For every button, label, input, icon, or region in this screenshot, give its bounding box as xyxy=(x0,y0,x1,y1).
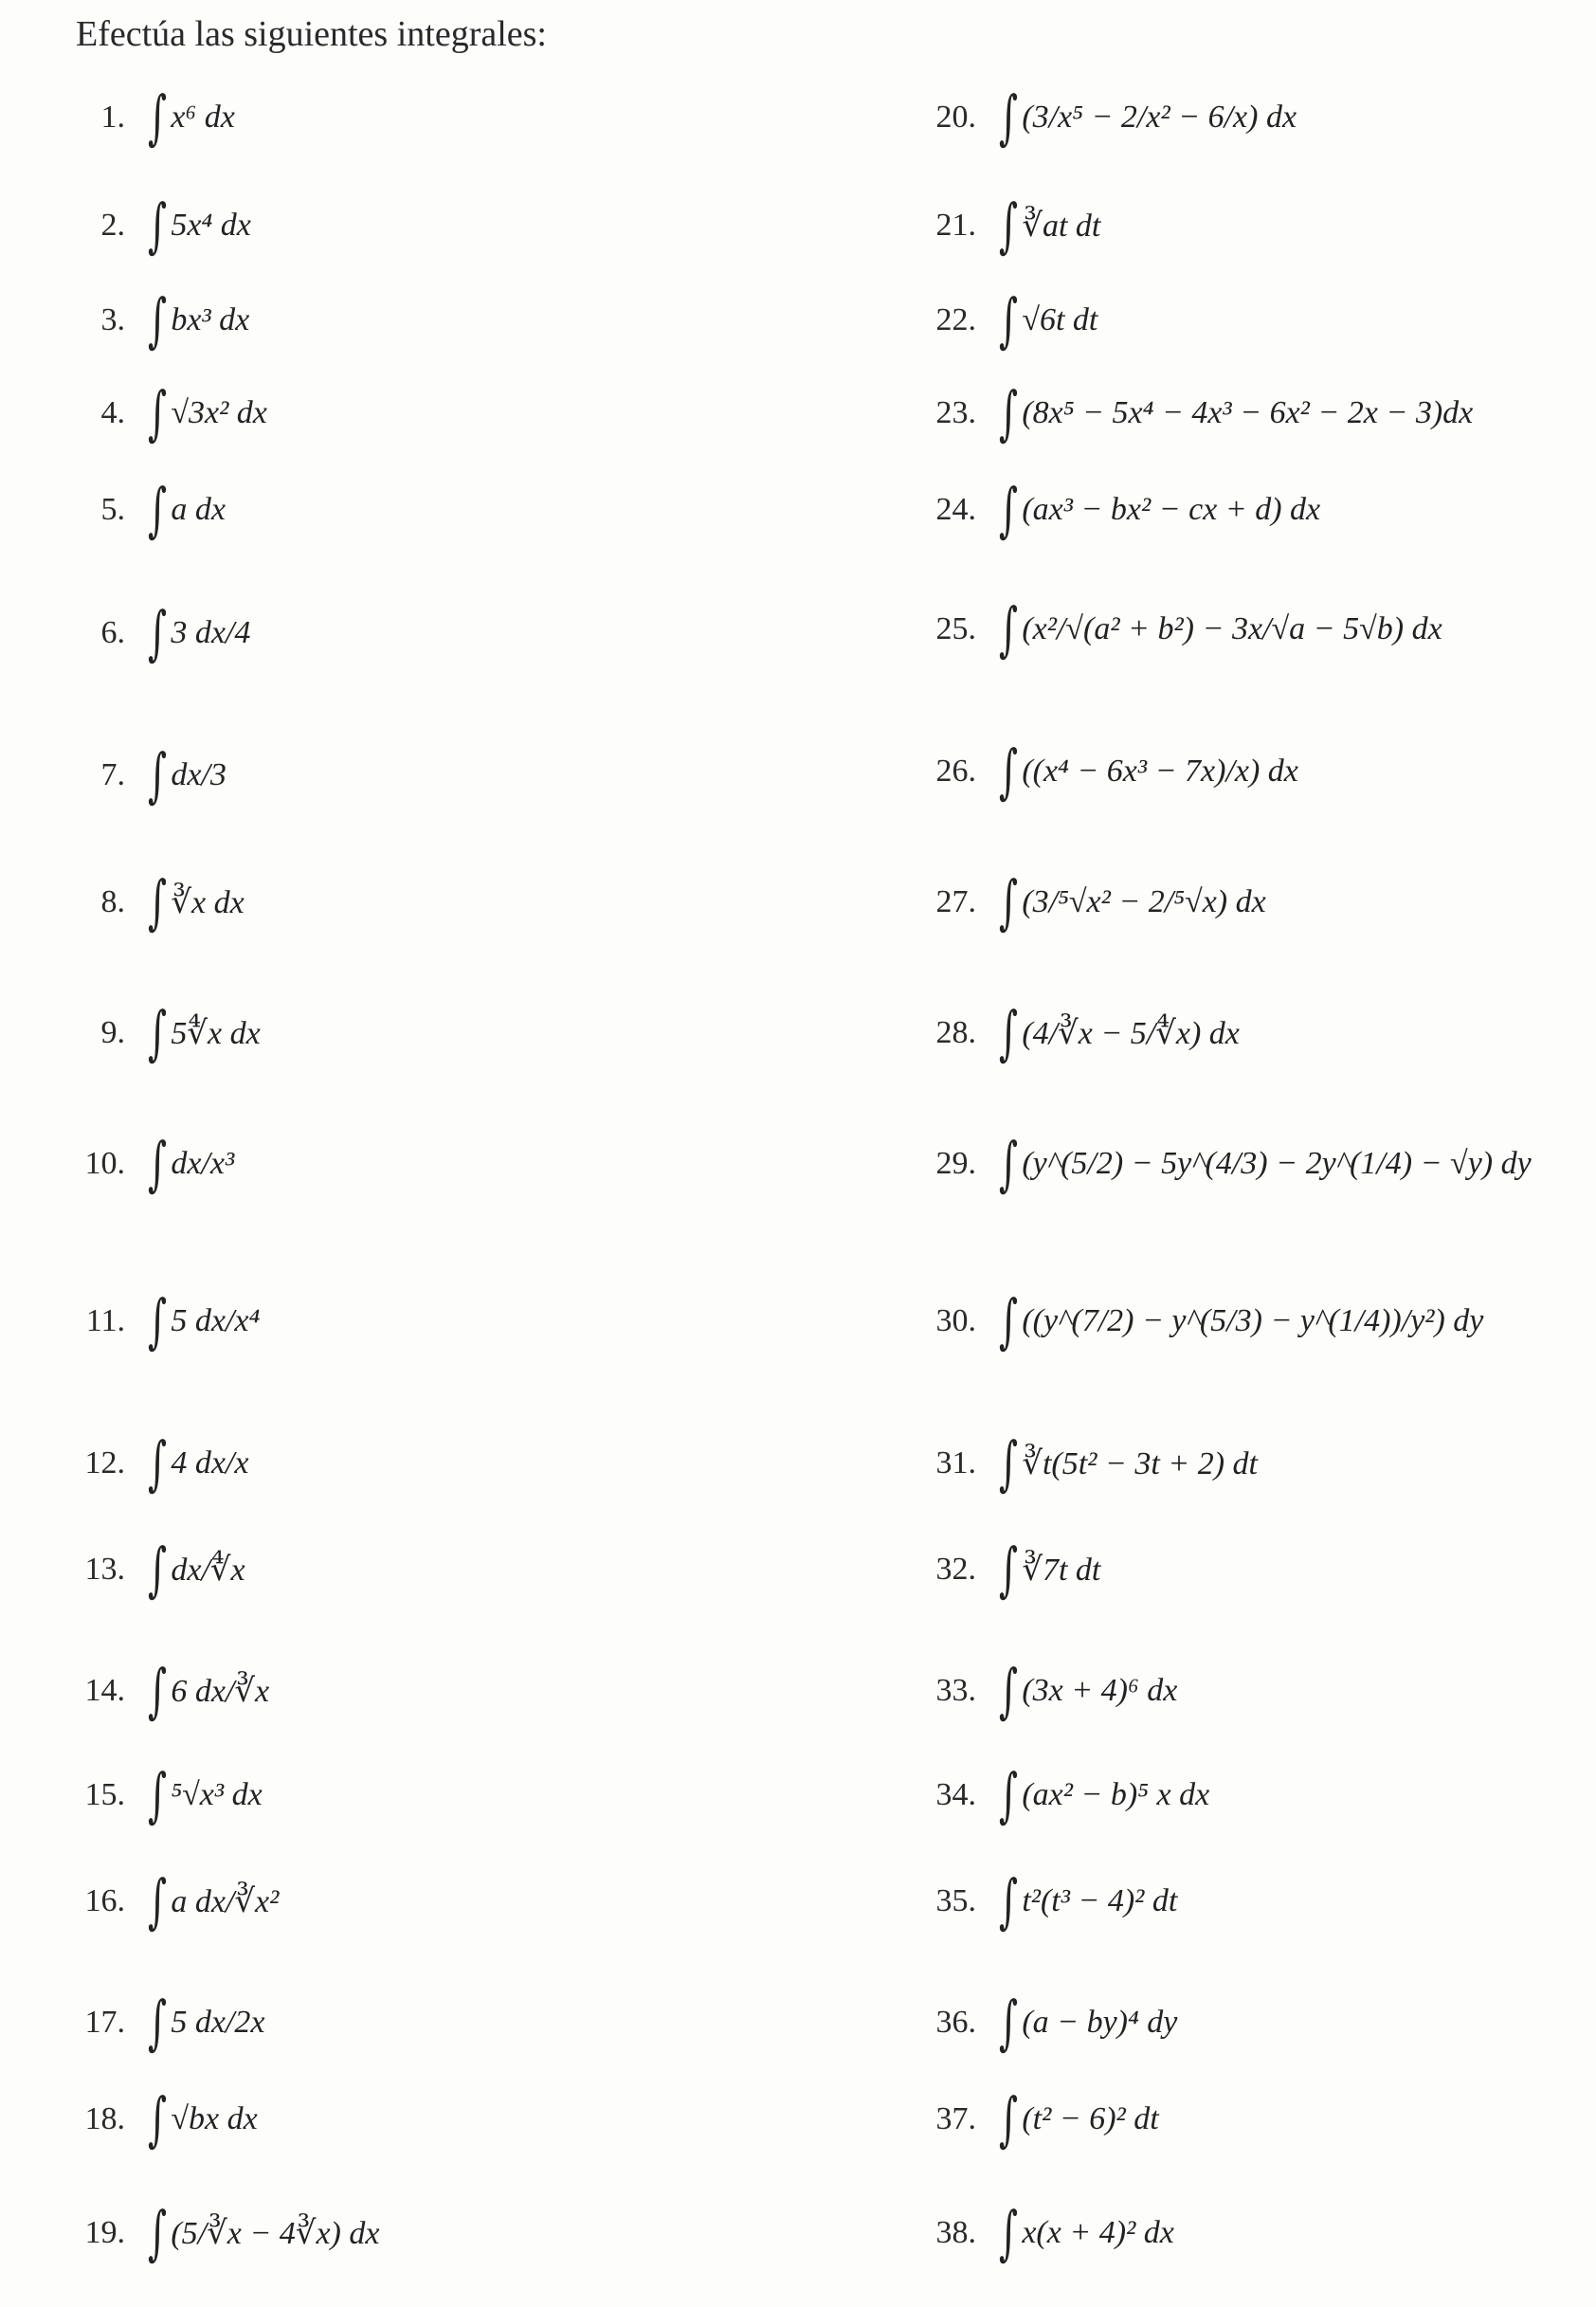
integral-item xyxy=(76,2077,258,2162)
integral-sign-icon: ∫ xyxy=(148,867,168,936)
integrand: (ax² − b)⁵ x dx xyxy=(1022,1777,1210,1812)
problem-number: 26. xyxy=(935,754,976,789)
problem-number: 20. xyxy=(935,100,976,135)
integral-item xyxy=(910,183,1100,268)
problem-number: 3. xyxy=(100,302,125,337)
integral-sign-icon: ∫ xyxy=(999,2198,1019,2267)
integral-item xyxy=(910,990,1240,1076)
integral-sign-icon: ∫ xyxy=(999,1428,1019,1498)
integral-item xyxy=(910,1421,1258,1506)
problem-number: 19. xyxy=(84,2215,125,2250)
integral-item xyxy=(76,860,245,945)
integral-sign-icon: ∫ xyxy=(999,736,1019,806)
integrand: x(x + 4)² dx xyxy=(1022,2215,1174,2250)
problem-number: 12. xyxy=(84,1445,125,1480)
integral-item xyxy=(76,183,251,268)
problem-number: 21. xyxy=(935,208,976,243)
integral-sign-icon: ∫ xyxy=(148,998,168,1067)
integral-sign-icon: ∫ xyxy=(148,2198,168,2267)
integrand: ∛7t dt xyxy=(1022,1553,1101,1588)
integrand: (4/∛x − 5/∜x) dx xyxy=(1022,1016,1240,1051)
integral-sign-icon: ∫ xyxy=(999,1656,1019,1725)
integral-sign-icon: ∫ xyxy=(148,475,168,544)
problem-number: 16. xyxy=(84,1883,125,1918)
problem-number: 36. xyxy=(935,2005,976,2040)
integral-item xyxy=(76,1421,248,1506)
problem-number: 38. xyxy=(935,2215,976,2250)
integrand: ∛at dt xyxy=(1022,209,1101,244)
integrand: bx³ dx xyxy=(171,302,250,337)
integral-sign-icon: ∫ xyxy=(148,378,168,447)
problem-number: 28. xyxy=(935,1015,976,1050)
integrand: 4 dx/x xyxy=(171,1445,249,1480)
integral-sign-icon: ∫ xyxy=(999,378,1019,447)
problem-number: 33. xyxy=(935,1673,976,1708)
problem-number: 15. xyxy=(84,1777,125,1812)
problem-number: 35. xyxy=(935,1883,976,1918)
integrand: dx/∜x xyxy=(171,1553,245,1588)
integral-item xyxy=(910,1121,1532,1207)
integral-sign-icon: ∫ xyxy=(148,1129,168,1198)
integrand: dx/3 xyxy=(171,757,227,792)
integrand: (5/∛x − 4∛x) dx xyxy=(171,2216,380,2251)
integral-item xyxy=(910,1753,1209,1838)
integrand: ∛t(5t² − 3t + 2) dt xyxy=(1022,1446,1258,1481)
integral-item xyxy=(910,1648,1177,1734)
problem-number: 32. xyxy=(935,1552,976,1587)
integral-sign-icon: ∫ xyxy=(148,1760,168,1829)
integrand: 5∜x dx xyxy=(171,1016,261,1051)
integral-item xyxy=(76,1859,279,1944)
problem-number: 29. xyxy=(935,1146,976,1181)
integral-item xyxy=(910,2190,1174,2276)
integral-item xyxy=(910,371,1473,456)
integral-sign-icon: ∫ xyxy=(148,1535,168,1604)
integral-sign-icon: ∫ xyxy=(999,1535,1019,1604)
integrand: 5 dx/2x xyxy=(171,2005,265,2040)
integral-item xyxy=(76,590,250,676)
problem-number: 22. xyxy=(935,302,976,337)
problem-number: 9. xyxy=(100,1015,125,1050)
integral-item xyxy=(910,467,1320,553)
integral-item xyxy=(910,1279,1483,1364)
integrand: (8x⁵ − 5x⁴ − 4x³ − 6x² − 2x − 3)dx xyxy=(1022,395,1474,430)
problem-number: 24. xyxy=(935,492,976,527)
integrand: √6t dt xyxy=(1022,302,1098,337)
integral-sign-icon: ∫ xyxy=(999,998,1019,1067)
integral-item xyxy=(76,733,227,818)
integral-sign-icon: ∫ xyxy=(148,1988,168,2057)
integral-sign-icon: ∫ xyxy=(148,191,168,260)
integrand: t²(t³ − 4)² dt xyxy=(1022,1883,1178,1918)
integrand: (y^(5/2) − 5y^(4/3) − 2y^(1/4) − √y) dy xyxy=(1022,1146,1532,1181)
integral-item xyxy=(76,1753,263,1838)
integrand: ∛x dx xyxy=(171,885,245,920)
integrand: (3x + 4)⁶ dx xyxy=(1022,1673,1178,1708)
integral-item xyxy=(76,1527,245,1612)
integral-sign-icon: ∫ xyxy=(999,475,1019,544)
integral-sign-icon: ∫ xyxy=(148,598,168,667)
integrand: √3x² dx xyxy=(171,395,267,430)
integral-item xyxy=(910,1859,1177,1944)
problem-number: 25. xyxy=(935,611,976,646)
integral-sign-icon: ∫ xyxy=(999,82,1019,152)
problem-number: 14. xyxy=(84,1673,125,1708)
page-heading: Efectúa las siguientes integrales: xyxy=(76,14,547,54)
integral-item xyxy=(76,1279,260,1364)
integral-sign-icon: ∫ xyxy=(999,1760,1019,1829)
integrand: ((x⁴ − 6x³ − 7x)/x) dx xyxy=(1022,754,1298,789)
integral-sign-icon: ∫ xyxy=(148,1656,168,1725)
integral-item xyxy=(910,2077,1159,2162)
problem-number: 11. xyxy=(85,1303,125,1338)
integral-sign-icon: ∫ xyxy=(999,2084,1019,2153)
integral-item xyxy=(76,467,226,553)
integrand: (3/x⁵ − 2/x² − 6/x) dx xyxy=(1022,100,1297,135)
integral-item xyxy=(910,587,1442,672)
problem-number: 2. xyxy=(100,208,125,243)
problem-number: 5. xyxy=(100,492,125,527)
integral-sign-icon: ∫ xyxy=(148,1866,168,1935)
integral-sign-icon: ∫ xyxy=(148,740,168,809)
problem-number: 4. xyxy=(100,395,125,430)
integral-sign-icon: ∫ xyxy=(999,1286,1019,1355)
integrand: 3 dx/4 xyxy=(171,615,251,650)
integrand: √bx dx xyxy=(171,2101,258,2136)
integrand: (t² − 6)² dt xyxy=(1022,2101,1159,2136)
problem-number: 8. xyxy=(100,884,125,919)
integrand: (3/⁵√x² − 2/⁵√x) dx xyxy=(1022,884,1266,919)
problem-number: 31. xyxy=(935,1445,976,1480)
problem-number: 18. xyxy=(84,2101,125,2136)
integral-item xyxy=(910,1527,1100,1612)
integral-item xyxy=(76,75,235,160)
problem-number: 23. xyxy=(935,395,976,430)
problem-number: 10. xyxy=(84,1146,125,1181)
integral-sign-icon: ∫ xyxy=(999,1866,1019,1935)
integral-sign-icon: ∫ xyxy=(999,1988,1019,2057)
integral-item xyxy=(910,75,1297,160)
problem-number: 1. xyxy=(100,100,125,135)
integral-item xyxy=(910,1980,1177,2065)
integral-sign-icon: ∫ xyxy=(148,1428,168,1498)
integral-item xyxy=(76,1648,269,1734)
integrand: a dx xyxy=(171,492,226,527)
problem-number: 13. xyxy=(84,1552,125,1587)
integral-item xyxy=(76,278,249,363)
integrand: (x²/√(a² + b²) − 3x/√a − 5√b) dx xyxy=(1022,611,1442,646)
integral-item xyxy=(910,278,1097,363)
integrand: (ax³ − bx² − cx + d) dx xyxy=(1022,492,1321,527)
integral-item xyxy=(76,990,261,1076)
integral-item xyxy=(76,2190,379,2276)
problem-number: 17. xyxy=(84,2005,125,2040)
integrand: x⁶ dx xyxy=(171,100,235,135)
integral-sign-icon: ∫ xyxy=(999,594,1019,663)
integrand: ⁵√x³ dx xyxy=(171,1777,263,1812)
problem-number: 6. xyxy=(100,615,125,650)
integral-sign-icon: ∫ xyxy=(148,82,168,152)
integrand: 5x⁴ dx xyxy=(171,208,251,243)
integrand: 6 dx/∛x xyxy=(171,1674,270,1709)
integral-item xyxy=(910,860,1266,945)
integral-item xyxy=(76,1980,264,2065)
integral-sign-icon: ∫ xyxy=(999,285,1019,354)
problem-number: 37. xyxy=(935,2101,976,2136)
integral-sign-icon: ∫ xyxy=(999,867,1019,936)
integrand: (a − by)⁴ dy xyxy=(1022,2005,1178,2040)
problem-number: 30. xyxy=(935,1303,976,1338)
integral-item xyxy=(910,729,1298,814)
integral-item xyxy=(76,1121,234,1207)
integrand: dx/x³ xyxy=(171,1146,235,1181)
problem-number: 7. xyxy=(100,757,125,792)
problem-number: 34. xyxy=(935,1777,976,1812)
integral-sign-icon: ∫ xyxy=(999,191,1019,260)
integral-sign-icon: ∫ xyxy=(148,2084,168,2153)
integral-sign-icon: ∫ xyxy=(148,285,168,354)
integral-sign-icon: ∫ xyxy=(148,1286,168,1355)
integrand: 5 dx/x⁴ xyxy=(171,1303,261,1338)
integrand: a dx/∛x² xyxy=(171,1884,280,1919)
problem-number: 27. xyxy=(935,884,976,919)
integral-item xyxy=(76,371,267,456)
integrand: ((y^(7/2) − y^(5/3) − y^(1/4))/y²) dy xyxy=(1022,1303,1484,1338)
integral-sign-icon: ∫ xyxy=(999,1129,1019,1198)
